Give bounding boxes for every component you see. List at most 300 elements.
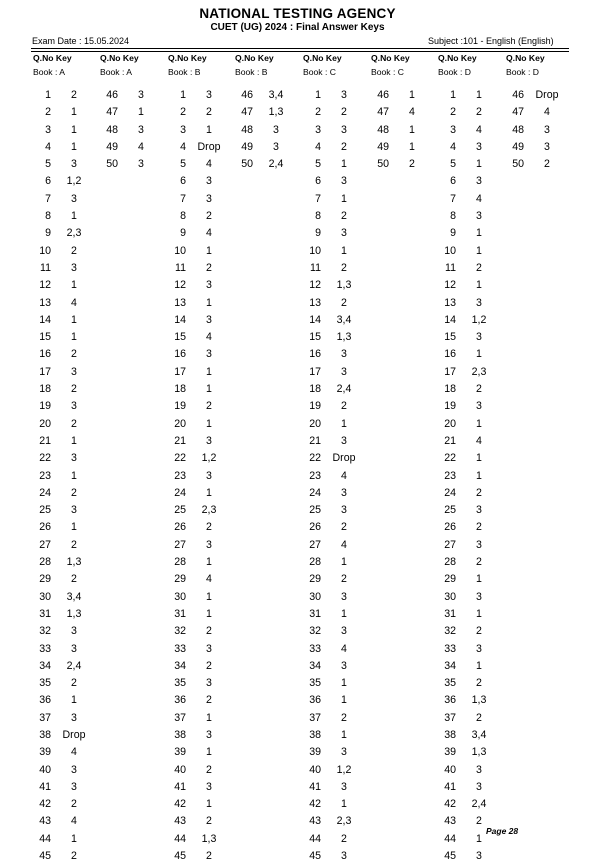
table-row	[435, 416, 501, 433]
question-number: 30	[309, 590, 321, 603]
question-number: 31	[309, 607, 321, 620]
question-number: 50	[241, 158, 253, 171]
key-column-2	[97, 53, 163, 173]
table-row	[30, 468, 96, 485]
answer-key: 3	[71, 642, 77, 655]
answer-key: 3	[341, 850, 347, 863]
answer-key: 2	[341, 106, 347, 119]
table-row	[165, 623, 231, 640]
table-row	[300, 641, 366, 658]
table-row	[30, 675, 96, 692]
answer-key: 3	[206, 348, 212, 361]
question-number: 5	[315, 158, 321, 171]
table-row	[435, 692, 501, 709]
answer-key: 2	[71, 348, 77, 361]
answer-key: 3	[206, 642, 212, 655]
question-number: 30	[39, 590, 51, 603]
question-number: 44	[309, 832, 321, 845]
table-row	[165, 641, 231, 658]
answer-key: 1	[476, 417, 482, 430]
answer-key: 2	[71, 573, 77, 586]
question-number: 11	[445, 261, 456, 274]
table-row	[30, 277, 96, 294]
question-number: 21	[39, 434, 51, 447]
question-number: 27	[309, 538, 321, 551]
question-number: 15	[309, 331, 321, 344]
question-number: 1	[450, 89, 456, 101]
answer-key: Drop	[332, 452, 356, 465]
answer-key: 1	[341, 798, 347, 811]
question-number: 29	[444, 573, 456, 586]
answer-key: 3	[341, 227, 347, 240]
column-heading: Q.No Key	[371, 53, 410, 63]
answer-key: 2	[341, 210, 347, 223]
table-row	[165, 433, 231, 450]
answer-key: 2	[206, 625, 212, 638]
answer-key: 1	[476, 227, 482, 240]
table-row	[435, 173, 501, 190]
question-number: 20	[444, 417, 456, 430]
answer-key: 4	[138, 140, 144, 153]
answer-key: 4	[341, 538, 347, 551]
question-number: 1	[315, 89, 321, 101]
answer-key: 1	[71, 313, 77, 326]
table-row	[30, 762, 96, 779]
table-row	[165, 796, 231, 813]
question-number: 25	[309, 504, 321, 517]
table-row	[165, 295, 231, 312]
question-number: 40	[309, 763, 321, 776]
answer-key: 3	[476, 590, 482, 603]
table-row	[300, 658, 366, 675]
table-row	[300, 156, 366, 173]
answer-key: 3	[341, 89, 347, 101]
answer-key: 1	[71, 469, 77, 482]
answer-key: 2	[206, 850, 212, 863]
question-number: 45	[444, 850, 456, 863]
table-row	[30, 779, 96, 796]
answer-key: 4	[71, 746, 77, 759]
table-row	[435, 623, 501, 640]
key-column-7	[435, 53, 501, 865]
answer-key: 3	[138, 158, 144, 171]
page-subtitle: CUET (UG) 2024 : Final Answer Keys	[210, 22, 385, 33]
answer-key: 3	[476, 331, 482, 344]
table-row	[435, 675, 501, 692]
table-row	[165, 104, 231, 121]
table-row	[435, 502, 501, 519]
question-number: 41	[309, 780, 321, 793]
table-row	[300, 87, 366, 104]
question-number: 12	[39, 279, 51, 292]
answer-key: 3	[476, 538, 482, 551]
question-number: 16	[444, 348, 456, 361]
answer-key: 3	[206, 780, 212, 793]
question-number: 43	[39, 815, 51, 828]
answer-key: 1,2	[471, 313, 487, 326]
question-number: 10	[309, 244, 321, 257]
table-row	[368, 87, 434, 104]
question-number: 1	[45, 89, 51, 101]
table-row	[435, 260, 501, 277]
question-number: 7	[45, 192, 51, 205]
key-column-6	[368, 53, 434, 173]
answer-key: 1	[206, 590, 212, 603]
table-row	[300, 537, 366, 554]
table-row	[97, 122, 163, 139]
question-number: 36	[309, 694, 321, 707]
question-number: 22	[309, 452, 321, 465]
question-number: 44	[444, 832, 456, 845]
answer-key: 4	[409, 106, 415, 119]
answer-key: 1,2	[66, 175, 82, 188]
table-row	[368, 139, 434, 156]
table-row	[435, 433, 501, 450]
answer-key: 2	[71, 850, 77, 863]
table-row	[300, 554, 366, 571]
table-row	[30, 502, 96, 519]
table-row	[435, 779, 501, 796]
answer-key: 1	[206, 607, 212, 620]
table-row	[300, 744, 366, 761]
answer-key: 4	[544, 106, 550, 119]
answer-key: 3	[71, 711, 77, 724]
table-row	[165, 364, 231, 381]
question-number: 46	[241, 89, 253, 101]
question-number: 42	[39, 798, 51, 811]
question-number: 2	[180, 106, 186, 119]
question-number: 4	[180, 140, 186, 153]
question-number: 37	[174, 711, 186, 724]
table-row	[232, 156, 298, 173]
table-row	[435, 364, 501, 381]
table-row	[300, 589, 366, 606]
answer-key: 1	[206, 123, 212, 136]
question-number: 6	[450, 175, 456, 188]
answer-key: 2	[71, 417, 77, 430]
question-number: 2	[45, 106, 51, 119]
question-number: 18	[309, 383, 321, 396]
answer-key: 3	[71, 625, 77, 638]
question-number: 38	[444, 728, 456, 741]
question-number: 23	[444, 469, 456, 482]
table-row	[435, 139, 501, 156]
answer-key: 3	[476, 642, 482, 655]
answer-key: 1	[206, 486, 212, 499]
table-row	[30, 243, 96, 260]
answer-key: 2	[341, 296, 347, 309]
table-row	[300, 623, 366, 640]
answer-key: 4	[71, 296, 77, 309]
table-row	[300, 329, 366, 346]
table-row	[300, 260, 366, 277]
question-number: 12	[444, 279, 456, 292]
exam-date: Exam Date : 15.05.2024	[32, 36, 130, 46]
table-row	[503, 104, 569, 121]
table-row	[30, 139, 96, 156]
answer-key: 4	[341, 469, 347, 482]
answer-key: 1	[341, 192, 347, 205]
answer-key: 2	[71, 244, 77, 257]
table-row	[165, 727, 231, 744]
table-row	[232, 87, 298, 104]
table-row	[300, 485, 366, 502]
answer-key: 2	[206, 400, 212, 413]
answer-key: 3	[341, 625, 347, 638]
table-row	[503, 156, 569, 173]
question-number: 32	[309, 625, 321, 638]
answer-key: 3	[341, 504, 347, 517]
question-number: 11	[310, 261, 321, 274]
table-row	[300, 675, 366, 692]
answer-key: 3	[206, 175, 212, 188]
table-row	[30, 831, 96, 848]
table-row	[165, 554, 231, 571]
question-number: 41	[444, 780, 456, 793]
answer-key: 3	[273, 140, 279, 153]
book-label: Book : C	[371, 67, 404, 77]
answer-key: 2	[476, 711, 482, 724]
answer-key: 2	[409, 158, 415, 171]
question-number: 46	[377, 89, 389, 101]
answer-key: 3	[71, 261, 77, 274]
answer-key: 2	[71, 383, 77, 396]
table-row	[165, 191, 231, 208]
table-row	[435, 295, 501, 312]
table-row	[165, 243, 231, 260]
question-number: 33	[309, 642, 321, 655]
answer-key: 2,3	[66, 227, 82, 240]
question-number: 31	[39, 607, 51, 620]
table-row	[97, 104, 163, 121]
answer-key: 2	[71, 798, 77, 811]
question-number: 23	[174, 469, 186, 482]
question-number: 19	[174, 400, 186, 413]
table-row	[300, 139, 366, 156]
question-number: 23	[309, 469, 321, 482]
question-number: 29	[309, 573, 321, 586]
answer-key: 4	[206, 227, 212, 240]
question-number: 26	[174, 521, 186, 534]
book-label: Book : B	[168, 67, 201, 77]
table-row	[165, 329, 231, 346]
answer-key: 3	[206, 538, 212, 551]
key-column-5	[300, 53, 366, 865]
table-row	[30, 658, 96, 675]
table-row	[30, 364, 96, 381]
answer-key: 2,3	[201, 504, 217, 517]
question-number: 27	[174, 538, 186, 551]
answer-key: 3	[206, 89, 212, 101]
table-row	[30, 225, 96, 242]
table-row	[30, 381, 96, 398]
answer-key: 1	[341, 417, 347, 430]
table-row	[368, 104, 434, 121]
answer-key: 1	[71, 140, 77, 153]
question-number: 14	[39, 313, 51, 326]
answer-key: 4	[476, 192, 482, 205]
question-number: 4	[450, 140, 456, 153]
answer-key: 3	[71, 192, 77, 205]
answer-key: 2	[341, 261, 347, 274]
answer-key: 3	[341, 365, 347, 378]
column-heading: Q.No Key	[33, 53, 72, 63]
question-number: 28	[309, 556, 321, 569]
question-number: 26	[309, 521, 321, 534]
answer-key: 1,3	[201, 832, 217, 845]
answer-key: 3	[341, 746, 347, 759]
answer-key: Drop	[62, 728, 86, 741]
table-row	[165, 156, 231, 173]
book-label: Book : A	[100, 67, 133, 77]
question-number: 14	[444, 313, 456, 326]
question-number: 37	[39, 711, 51, 724]
answer-key: 1	[476, 244, 482, 257]
table-row	[300, 364, 366, 381]
table-row	[435, 606, 501, 623]
question-number: 40	[174, 763, 186, 776]
question-number: 14	[309, 313, 321, 326]
table-row	[165, 468, 231, 485]
answer-key: 1	[476, 89, 482, 101]
question-number: 42	[444, 798, 456, 811]
question-number: 3	[180, 123, 186, 136]
table-row	[165, 692, 231, 709]
answer-key: 1	[206, 798, 212, 811]
table-row	[30, 450, 96, 467]
table-row	[300, 606, 366, 623]
question-number: 50	[377, 158, 389, 171]
question-number: 34	[174, 659, 186, 672]
answer-key: 1	[71, 832, 77, 845]
table-row	[368, 156, 434, 173]
question-number: 39	[174, 746, 186, 759]
table-row	[30, 398, 96, 415]
key-column-1	[30, 53, 96, 865]
answer-key: 1	[206, 296, 212, 309]
answer-key: 2	[476, 625, 482, 638]
question-number: 8	[45, 210, 51, 223]
question-number: 17	[444, 365, 456, 378]
answer-key: 3,4	[66, 590, 82, 603]
table-row	[165, 589, 231, 606]
table-row	[30, 796, 96, 813]
table-row	[300, 398, 366, 415]
answer-key: 1	[71, 279, 77, 292]
answer-key: 4	[206, 331, 212, 344]
question-number: 6	[180, 175, 186, 188]
table-row	[300, 727, 366, 744]
question-number: 8	[180, 210, 186, 223]
question-number: 49	[241, 140, 253, 153]
answer-key: 3	[341, 175, 347, 188]
table-row	[30, 641, 96, 658]
table-row	[435, 554, 501, 571]
table-row	[165, 779, 231, 796]
table-row	[30, 433, 96, 450]
book-label: Book : B	[235, 67, 268, 77]
question-number: 6	[315, 175, 321, 188]
question-number: 8	[450, 210, 456, 223]
question-number: 40	[39, 763, 51, 776]
question-number: 35	[174, 677, 186, 690]
answer-key: 2	[544, 158, 550, 171]
table-row	[435, 87, 501, 104]
answer-key: 3	[206, 728, 212, 741]
answer-key: 1	[206, 556, 212, 569]
answer-key: 3	[138, 123, 144, 136]
question-number: 38	[39, 728, 51, 741]
key-column-3	[165, 53, 231, 865]
column-heading: Q.No Key	[100, 53, 139, 63]
table-row	[435, 641, 501, 658]
table-row	[435, 277, 501, 294]
answer-key: 1	[341, 556, 347, 569]
question-number: 31	[174, 607, 186, 620]
book-label: Book : C	[303, 67, 336, 77]
answer-key: 1	[341, 244, 347, 257]
answer-key: 2	[206, 659, 212, 672]
question-number: 9	[315, 227, 321, 240]
question-number: 17	[309, 365, 321, 378]
question-number: 38	[309, 728, 321, 741]
table-row	[30, 295, 96, 312]
answer-key: 3	[273, 123, 279, 136]
book-label: Book : A	[33, 67, 66, 77]
table-row	[30, 554, 96, 571]
table-row	[30, 710, 96, 727]
answer-key: 1,3	[66, 556, 82, 569]
answer-key: 3	[206, 434, 212, 447]
table-row	[165, 848, 231, 865]
answer-key: 1	[206, 711, 212, 724]
question-number: 2	[315, 106, 321, 119]
question-number: 36	[444, 694, 456, 707]
answer-key: 1	[476, 279, 482, 292]
table-row	[503, 122, 569, 139]
column-heading: Q.No Key	[168, 53, 207, 63]
answer-key: 3	[341, 780, 347, 793]
table-row	[300, 208, 366, 225]
table-row	[165, 762, 231, 779]
answer-key: 1	[206, 746, 212, 759]
table-row	[165, 658, 231, 675]
question-number: 32	[39, 625, 51, 638]
table-row	[30, 87, 96, 104]
answer-key: 1	[476, 832, 482, 845]
answer-key: 3	[71, 365, 77, 378]
question-number: 47	[241, 106, 253, 119]
question-number: 2	[450, 106, 456, 119]
answer-key: 4	[476, 123, 482, 136]
answer-key: 1	[476, 452, 482, 465]
table-row	[232, 139, 298, 156]
answer-key: 1	[476, 607, 482, 620]
answer-key: 3	[71, 452, 77, 465]
question-number: 17	[174, 365, 186, 378]
answer-key: 2	[341, 400, 347, 413]
question-number: 29	[174, 573, 186, 586]
question-number: 13	[174, 296, 186, 309]
question-number: 13	[39, 296, 51, 309]
table-row	[30, 173, 96, 190]
question-number: 41	[174, 780, 186, 793]
question-number: 20	[174, 417, 186, 430]
question-number: 14	[174, 313, 186, 326]
question-number: 12	[309, 279, 321, 292]
table-row	[30, 813, 96, 830]
answer-key: 3	[138, 89, 144, 101]
